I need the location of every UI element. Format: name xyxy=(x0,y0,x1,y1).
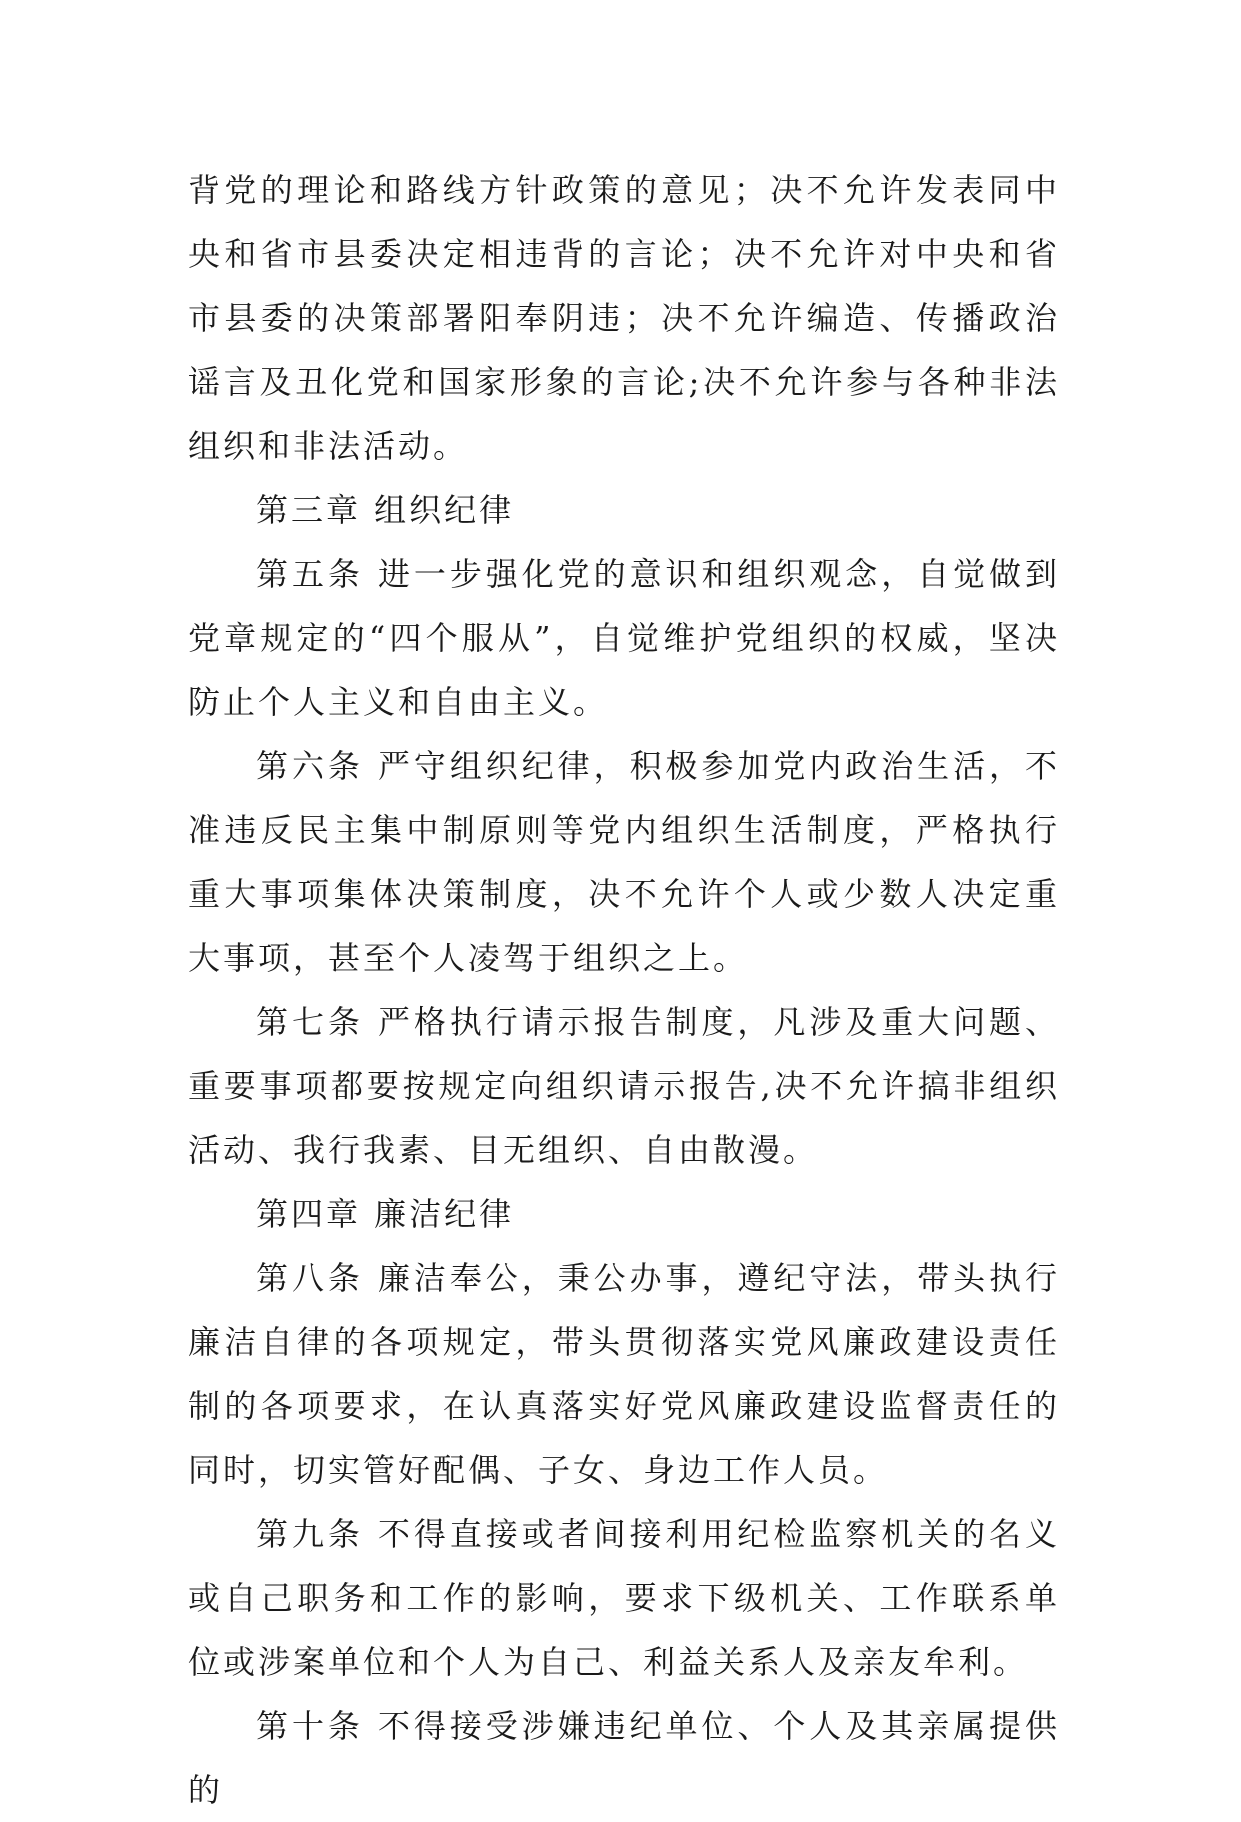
chapter-heading-4: 第四章 廉洁纪律 xyxy=(256,1195,515,1233)
paragraph-continuation: 背党的理论和路线方针政策的意见；决不允许发表同中央和省市县委决定相违背的言论；决不允许对中央和省市县委的决策部署阳奉阴违；决不允许编造、传播政治谣言及丑化党和国家形象的言论;决不允许参与各种非法组织和非法活动。 xyxy=(188,171,1060,465)
article-6: 第六条 严守组织纪律，积极参加党内政治生活，不准违反民主集中制原则等党内组织生活制度，严格执行重大事项集体决策制度，决不允许个人或少数人决定重大事项，甚至个人凌驾于组织之上。 xyxy=(188,747,1060,977)
chapter-heading-3: 第三章 组织纪律 xyxy=(256,491,515,529)
article-10: 第十条 不得接受涉嫌违纪单位、个人及其亲属提供的 xyxy=(188,1707,1060,1809)
article-8: 第八条 廉洁奉公，秉公办事，遵纪守法，带头执行廉洁自律的各项规定，带头贯彻落实党风廉政建设责任制的各项要求，在认真落实好党风廉政建设监督责任的同时，切实管好配偶、子女、身边工作人员。 xyxy=(188,1259,1060,1489)
article-9: 第九条 不得直接或者间接利用纪检监察机关的名义或自己职务和工作的影响，要求下级机关、工作联系单位或涉案单位和个人为自己、利益关系人及亲友牟利。 xyxy=(188,1515,1060,1681)
document-body xyxy=(188,158,1060,1822)
article-5: 第五条 进一步强化党的意识和组织观念，自觉做到党章规定的“四个服从”，自觉维护党组织的权威，坚决防止个人主义和自由主义。 xyxy=(188,555,1060,721)
article-7: 第七条 严格执行请示报告制度，凡涉及重大问题、重要事项都要按规定向组织请示报告,决不允许搞非组织活动、我行我素、目无组织、自由散漫。 xyxy=(188,1003,1060,1169)
